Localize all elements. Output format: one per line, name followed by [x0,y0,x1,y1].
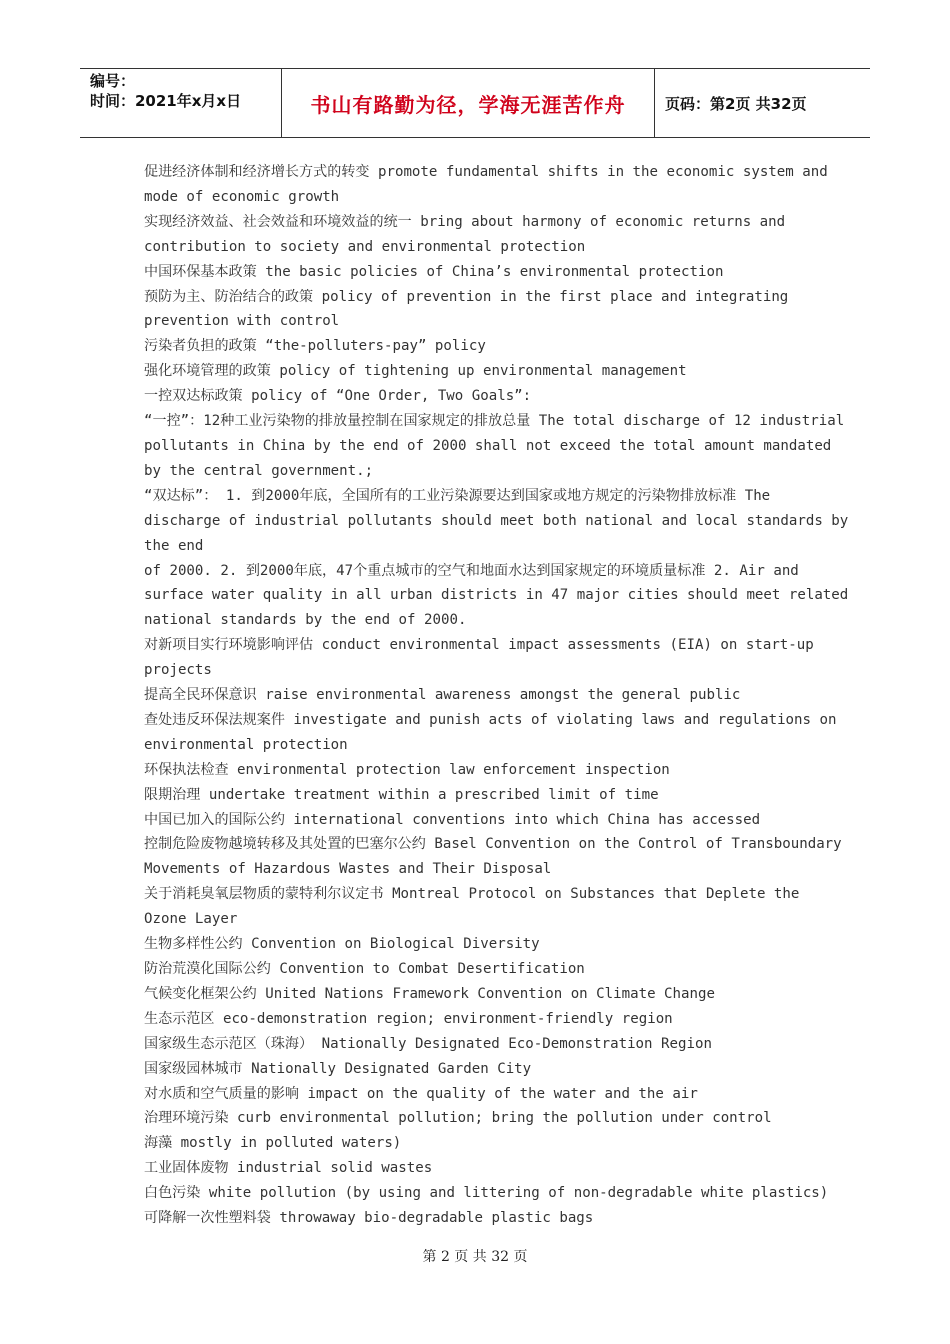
term-line: 中国已加入的国际公约 international conventions into which China has accessed [144,811,761,828]
term-line: 提高全民环保意识 raise environmental awareness amongst the general public [144,687,741,704]
term-line: 生态示范区 eco-demonstration region; environment-friendly region [144,1010,673,1027]
document-date: 时间：2021年x月x日 [90,92,242,110]
term-line: 国家级园林城市 Nationally Designated Garden City [144,1060,532,1077]
term-line: 实现经济效益、社会效益和环境效益的统一 bring about harmony of economic returns and contribution to society and environmental protection [144,213,786,255]
term-line: 限期治理 undertake treatment within a prescribed limit of time [144,786,659,803]
header-meta [80,69,282,137]
term-line: 控制危险废物越境转移及其处置的巴塞尔公约 Basel Convention on the Control of Transboundary Movements of Hazardous Wastes and Their Disposal [144,836,842,878]
term-line: 可降解一次性塑料袋 throwaway bio-degradable plastic bags [144,1210,594,1227]
term-line: 促进经济体制和经济增长方式的转变 promote fundamental shifts in the economic system and mode of economic growth [144,164,828,205]
term-line: 工业固体废物 industrial solid wastes [144,1160,433,1177]
term-line: 一控双达标政策 policy of “One Order, Two Goals”: [144,388,532,405]
term-line: “一控”：12种工业污染物的排放量控制在国家规定的排放总量 The total discharge of 12 industrial pollutants in China by the end of 2000 shall not exceed the total amount mandated by the central government.; [144,413,845,479]
term-line: 环保执法检查 environmental protection law enforcement inspection [144,761,670,778]
term-line: 防治荒漠化国际公约 Convention to Combat Desertification [144,961,585,977]
term-line: 污染者负担的政策 “the-polluters-pay” policy [144,338,486,355]
term-line: 中国环保基本政策 the basic policies of China’s environmental protection [144,263,724,280]
header-motto: 书山有路勤为径，学海无涯苦作舟 [282,69,655,137]
term-line: 查处违反环保法规案件 investigate and punish acts of violating laws and regulations on environmental protection [144,711,837,753]
header-page-info: 页码：第2页 共32页 [665,94,807,113]
term-line: 对水质和空气质量的影响 impact on the quality of the water and the air [144,1085,698,1102]
term-line: 关于消耗臭氧层物质的蒙特利尔议定书 Montreal Protocol on Substances that Deplete the Ozone Layer [144,886,800,928]
document-number-label: 编号： [90,72,136,90]
term-line: 治理环境污染 curb environmental pollution; bring the pollution under control [144,1110,772,1127]
term-line: 对新项目实行环境影响评估 conduct environmental impact assessments (EIA) on start-up projects [144,637,814,679]
page-footer: 第 2 页 共 32 页 [422,1249,528,1265]
term-line: 强化环境管理的政策 policy of tightening up environmental management [144,363,687,380]
term-line: 预防为主、防治结合的政策 policy of prevention in the first place and integrating prevention with control [144,288,789,330]
document-body [144,160,850,1231]
term-line: 气候变化框架公约 United Nations Framework Convention on Climate Change [144,985,715,1002]
term-line: 白色污染 white pollution (by using and littering of non-degradable white plastics) [144,1185,829,1202]
term-line: 海藻 mostly in polluted waters) [144,1135,402,1152]
term-line: 生物多样性公约 Convention on Biological Diversity [144,936,540,953]
term-line: “双达标”： 1. 到2000年底，全国所有的工业污染源要达到国家或地方规定的污染物排放标准 The discharge of industrial pollutants should meet both national and local standards by the end [144,487,849,554]
page-header [80,68,870,138]
term-line: of 2000. 2. 到2000年底，47个重点城市的空气和地面水达到国家规定的环境质量标准 2. Air and surface water quality in all urban districts in 47 major cities should meet related national standards by the end of 2000. [144,562,849,629]
term-line: 国家级生态示范区（珠海） Nationally Designated Eco-Demonstration Region [144,1035,712,1052]
